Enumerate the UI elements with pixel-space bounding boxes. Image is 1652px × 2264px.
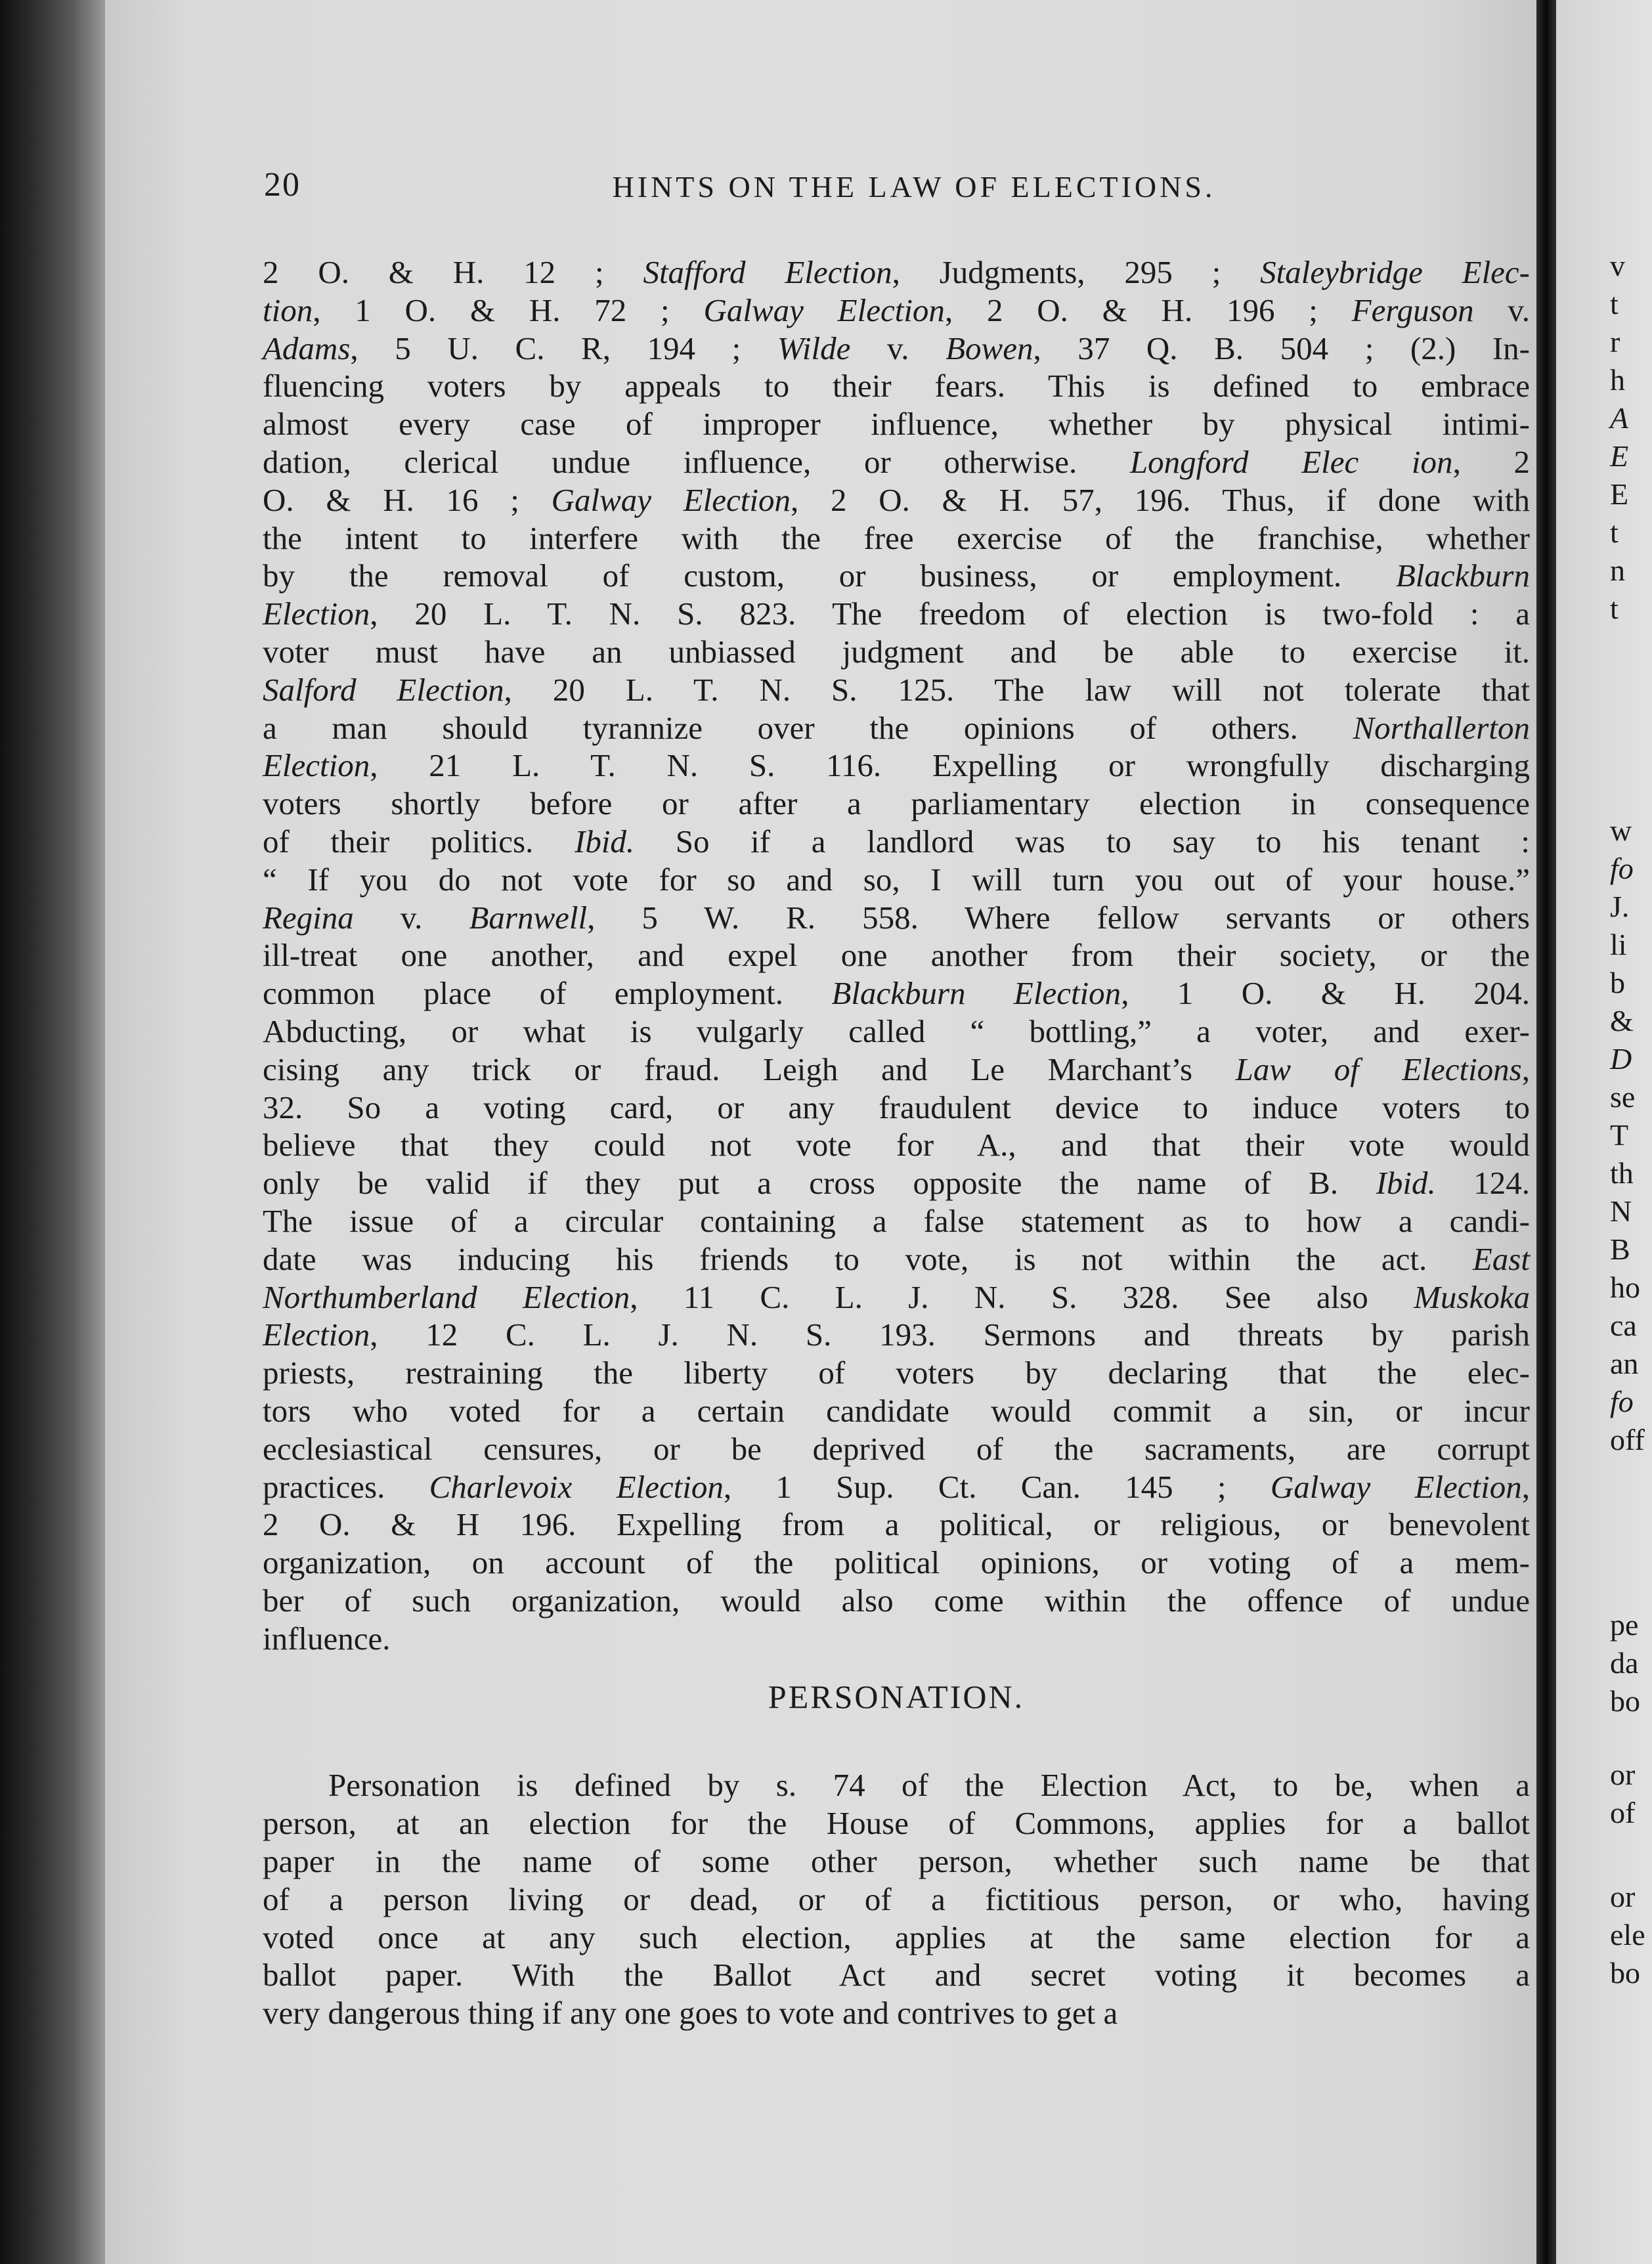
facing-page-fragment: bo [1610,1956,1640,1990]
body-line [263,633,1530,671]
text-run: , 21 L. T. N. S. 116. Expelling or wrongfully discharging [370,747,1530,784]
scanned-page [105,0,1536,2264]
body-line [263,405,1530,443]
text-run: 32. So a voting card, or any fraudulent device to induce voters to [263,1089,1530,1125]
personation-line [263,1881,1530,1919]
body-line [263,1354,1530,1392]
text-run: ber of such organization, would also come within the offence of undue [263,1582,1530,1619]
personation-line [263,1919,1530,1957]
text-run: by the removal of custom, or business, or employment. [263,557,1396,594]
paragraph-undue-influence [263,253,1530,1657]
body-line [263,1202,1530,1240]
facing-page-fragment: E [1610,477,1629,511]
personation-line [263,1842,1530,1881]
citation-italic: Barnwell [469,899,588,936]
text-run: cising any trick or fraud. Leigh and Le Marchant’s [263,1051,1236,1087]
text-run: So if a landlord was to say to his tenant : [634,823,1530,860]
text-run: , 12 C. L. J. N. S. 193. Sermons and threats by parish [370,1317,1530,1353]
body-line [263,1582,1530,1620]
citation-italic: Wilde [777,330,851,366]
text-run: “ If you do not vote for so and so, I will turn you out of your house.” [263,861,1530,898]
facing-page-fragment: of [1610,1796,1636,1829]
facing-page-fragment: b [1610,966,1625,999]
text-run: Abducting, or what is vulgarly called “ bottling,” a voter, and exer- [263,1012,1530,1049]
body-line [263,747,1530,785]
body-line [263,1544,1530,1582]
personation-line [263,1766,1530,1804]
text-run: v. [353,899,469,936]
citation-italic: Ibid. [1376,1165,1436,1202]
body-line [263,861,1530,899]
text-run: , 2 O. & H. 57, 196. Thus, if done with [791,481,1530,518]
body-line [263,785,1530,823]
running-title: HINTS ON THE LAW OF ELECTIONS. [612,170,1216,204]
facing-page-fragment: li [1610,928,1627,961]
book-edge-left [0,0,105,2264]
facing-page-fragment: B [1610,1232,1630,1266]
citation-italic: Staleybridge Elec- [1260,254,1530,290]
text-run: , [1521,1468,1531,1505]
text-run: ballot paper. With the Ballot Act and secret voting it becomes a [263,1957,1530,1993]
text-run: ecclesiastical censures, or be deprived of the sacraments, are corrupt [263,1430,1530,1467]
text-run: 2 O. & H. 12 ; [263,254,643,290]
text-run: , 37 Q. B. 504 ; (2.) In- [1033,330,1530,366]
citation-italic: Stafford Election [643,254,892,290]
text-run: of a person living or dead, or of a fictitious person, or who, having [263,1881,1530,1917]
citation-italic: Bowen [946,330,1033,366]
citation-italic: Northumberland Election [263,1278,630,1315]
facing-page-fragment: t [1610,287,1619,320]
facing-page-fragment: or [1610,1880,1636,1913]
personation-line [263,1956,1530,1994]
text-run: The issue of a circular containing a false statement as to how a candi- [263,1202,1530,1239]
text-run: v. [850,330,946,366]
heading-gap [263,1736,1530,1766]
body-line [263,1012,1530,1051]
facing-page-fragment: E [1610,439,1629,473]
text-run: , 5 U. C. R, 194 ; [350,330,777,366]
body-line [263,1506,1530,1544]
facing-page-fragment: se [1610,1080,1636,1114]
text-run: influence. [263,1620,391,1657]
citation-italic: Salford Election [263,671,504,708]
facing-page-fragment: & [1610,1004,1634,1037]
text-run: 2 O. & H 196. Expelling from a political, or religious, or benevolent [263,1506,1530,1543]
body-line [263,1240,1530,1278]
facing-page-fragment: an [1610,1347,1639,1380]
text-run: date was inducing his friends to vote, is not within the act. [263,1240,1473,1277]
citation-italic: Ibid. [575,823,635,860]
citation-italic: Muskoka [1414,1278,1530,1315]
body-line [263,1392,1530,1430]
text-run: organization, on account of the political opinions, or voting of a mem- [263,1544,1530,1581]
facing-page-edge [1556,0,1652,2264]
text-run: , 1 Sup. Ct. Can. 145 ; [723,1468,1271,1505]
facing-page-fragment: pe [1610,1608,1639,1642]
page-number: 20 [264,166,301,204]
paragraph-personation [263,1766,1530,2032]
text-run: O. & H. 16 ; [263,481,552,518]
text-run: voters shortly before or after a parliamentary election in consequence [263,785,1530,822]
text-run: tors who voted for a certain candidate would commit a sin, or incur [263,1392,1530,1429]
running-head [264,165,1518,211]
text-run: , 2 O. & H. 196 ; [944,292,1352,328]
text-run: paper in the name of some other person, whether such name be that [263,1843,1530,1880]
text-run: the intent to interfere with the free exercise of the franchise, whether [263,519,1530,556]
citation-italic: Adams [263,330,351,366]
body-line [263,1051,1530,1089]
citation-italic: Charlevoix Election [429,1468,724,1505]
body-line [263,330,1530,368]
citation-italic: Longford Elec ion [1129,443,1453,480]
text-run: , 1 O. & H. 204. [1121,975,1531,1012]
text-run: common place of employment. [263,975,832,1012]
text-run: , Judgments, 295 ; [892,254,1261,290]
text-run: , 2 [1452,443,1531,480]
body-line [263,1620,1530,1658]
citation-italic: East [1472,1240,1530,1277]
text-run: , 20 L. T. N. S. 125. The law will not tolerate that [504,671,1530,708]
facing-page-fragment: h [1610,363,1625,397]
citation-italic: Galway Election [551,481,791,518]
text-run: 124. [1435,1165,1531,1202]
facing-page-fragment: t [1610,515,1619,549]
body-line [263,974,1530,1012]
citation-italic: Law of Elections [1235,1051,1522,1087]
text-run: priests, restraining the liberty of voters by declaring that the elec- [263,1355,1530,1391]
facing-page-fragment: t [1610,592,1619,625]
citation-italic: tion [263,292,313,328]
citation-italic: Northallerton [1353,709,1530,746]
text-run: very dangerous thing if any one goes to vote and contrives to get a [263,1995,1118,2032]
citation-italic: Ferguson [1351,292,1474,328]
facing-page-fragment: da [1610,1646,1639,1680]
body-line [263,899,1530,937]
body-line [263,1316,1530,1354]
body-line [263,1278,1530,1317]
facing-page-fragment: fo [1610,1385,1634,1418]
facing-page-fragment: fo [1610,852,1634,885]
body-line [263,1089,1530,1127]
body-line [263,936,1530,974]
book-gutter [1536,0,1556,2264]
facing-page-fragment: r [1610,325,1620,359]
body-line [263,481,1530,519]
section-heading: PERSONATION. [768,1678,1025,1716]
citation-italic: Blackburn Election [831,975,1121,1012]
body-line [263,1126,1530,1164]
facing-page-fragment: bo [1610,1684,1640,1718]
text-run: Personation is defined by s. 74 of the Election Act, to be, when a [328,1767,1530,1804]
body-line [263,823,1530,861]
text-run: dation, clerical undue influence, or otherwise. [263,443,1130,480]
facing-page-fragment: ho [1610,1271,1640,1304]
body-line [263,557,1530,595]
text-run: voter must have an unbiassed judgment and be able to exercise it. [263,633,1530,670]
text-run: , 20 L. T. N. S. 823. The freedom of election is two-fold : a [370,596,1530,632]
citation-italic: Election [263,596,370,632]
facing-page-fragment: A [1610,401,1629,435]
body-line [263,367,1530,405]
text-run: v. [1473,292,1531,328]
body-line [263,671,1530,709]
body-line [263,292,1530,330]
body-line [263,1164,1530,1202]
facing-page-fragment: w [1610,814,1632,847]
text-run: practices. [263,1468,429,1505]
citation-italic: Election [263,747,370,784]
text-run: of their politics. [263,823,575,860]
citation-italic: Election [263,1317,370,1353]
facing-page-fragment: n [1610,554,1625,587]
text-run: ill-treat one another, and expel one another from their society, or the [263,937,1530,974]
citation-italic: Galway Election [703,292,945,328]
text-run: only be valid if they put a cross opposite the name of B. [263,1165,1376,1202]
personation-line [263,1804,1530,1842]
body-line [263,1468,1530,1506]
facing-page-fragment: T [1610,1118,1629,1152]
facing-page-fragment: D [1610,1042,1632,1076]
text-run: a man should tyrannize over the opinions of others. [263,709,1353,746]
body-line [263,443,1530,481]
personation-line [263,1994,1530,2032]
body-line [263,709,1530,747]
body-line [263,1430,1530,1468]
body-line [263,519,1530,557]
text-run: , 1 O. & H. 72 ; [313,292,704,328]
text-run: believe that they could not vote for A., and that their vote would [263,1127,1530,1164]
facing-page-fragment: th [1610,1156,1634,1190]
text-run: almost every case of improper influence, whether by physical intimi- [263,406,1530,443]
body-text [263,253,1530,2032]
text-run: , 11 C. L. J. N. S. 328. See also [630,1278,1414,1315]
citation-italic: Regina [263,899,354,936]
facing-page-fragment: N [1610,1194,1632,1228]
text-run: voted once at any such election, applies at the same election for a [263,1919,1530,1955]
body-line [263,595,1530,633]
text-run: , [1521,1051,1531,1087]
text-run: fluencing voters by appeals to their fears. This is defined to embrace [263,368,1530,404]
facing-page-fragment: ca [1610,1309,1637,1342]
text-run: , 5 W. R. 558. Where fellow servants or others [587,899,1530,936]
citation-italic: Galway Election [1270,1468,1522,1505]
facing-page-fragment: v [1610,249,1625,282]
facing-page-fragment: or [1610,1758,1636,1791]
body-line [263,253,1530,292]
text-run: person, at an election for the House of Commons, applies for a ballot [263,1805,1530,1842]
facing-page-fragment: ele [1610,1918,1645,1951]
citation-italic: Blackburn [1395,557,1530,594]
facing-page-fragment: off [1610,1423,1645,1456]
facing-page-fragment: J. [1610,890,1630,923]
